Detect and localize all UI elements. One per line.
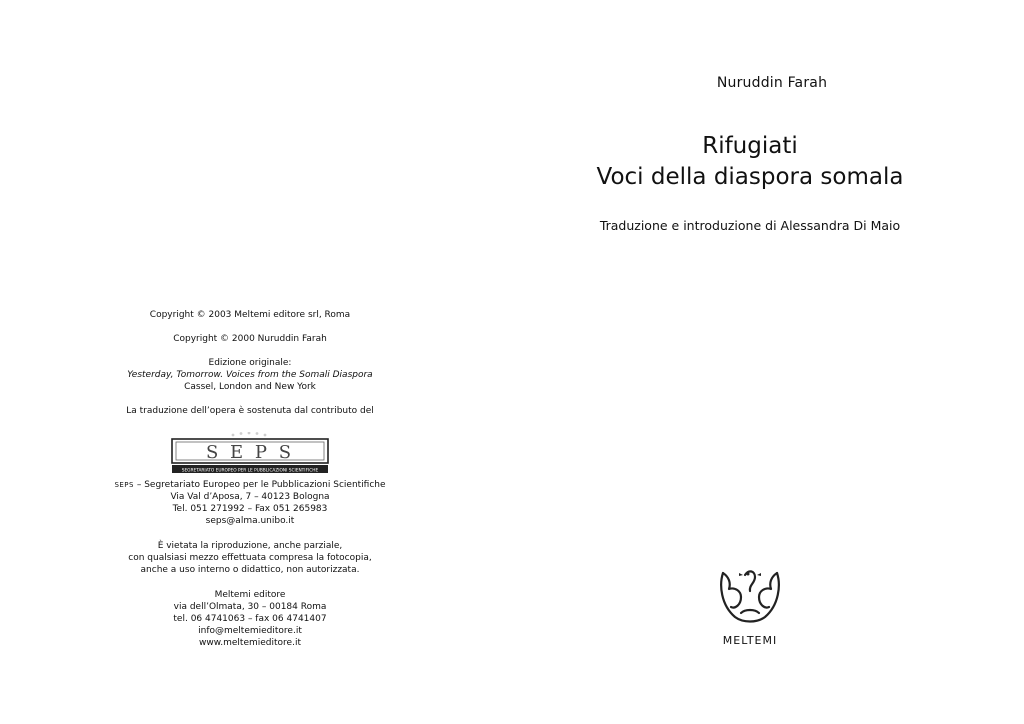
rights-notice: È vietata la riproduzione, anche parziale, con qualsiasi mezzo effettuata compresa la fotocopia, anche a uso interno o didattico, non autorizzata.	[128, 541, 372, 575]
publisher-email[interactable]: info@meltemieditore.it	[198, 626, 302, 636]
author-name: Nuruddin Farah	[716, 75, 828, 91]
seps-logo-letters: S E P S	[205, 442, 295, 463]
sponsor-note: La traduzione dell’opera è sostenuta dal contributo del	[126, 406, 374, 416]
seps-address	[110, 479, 390, 527]
seps-email[interactable]: seps@alma.unibo.it	[205, 516, 295, 526]
meltemi-logo-icon	[715, 565, 785, 629]
publisher-street: via dell’Olmata, 30 – 00184 Roma	[173, 602, 327, 612]
seps-logo	[171, 432, 331, 474]
publisher-name: Meltemi editore	[214, 590, 286, 600]
publisher-info	[120, 589, 380, 649]
right-page	[512, 0, 1024, 724]
original-edition-heading: Edizione originale:	[208, 358, 292, 368]
book-subtitle: Voci della diaspora somala	[596, 164, 904, 190]
copyright-publisher: Copyright © 2003 Meltemi editore srl, Roma	[149, 310, 351, 320]
original-edition	[120, 357, 380, 393]
publisher-website[interactable]: www.meltemieditore.it	[199, 638, 301, 648]
seps-phone: Tel. 051 271992 – Fax 051 265983	[172, 504, 328, 514]
book-title: Rifugiati	[702, 133, 798, 159]
publisher-phone: tel. 06 4741063 – fax 06 4741407	[173, 614, 327, 624]
original-edition-publisher: Cassel, London and New York	[184, 382, 316, 392]
seps-logo-caption: SEGRETARIATO EUROPEO PER LE PUBBLICAZIONI SCIENTIFICHE	[181, 468, 319, 474]
original-edition-title: Yesterday, Tomorrow. Voices from the Somali Diaspora	[127, 370, 373, 380]
publisher-mark: MELTEMI	[722, 634, 778, 647]
translation-credit: Traduzione e introduzione di Alessandra Di Maio	[599, 218, 901, 233]
seps-name: – Segretariato Europeo per le Pubblicazioni Scientifiche	[136, 480, 386, 490]
copyright-author: Copyright © 2000 Nuruddin Farah	[173, 334, 327, 344]
seps-street: Via Val d’Aposa, 7 – 40123 Bologna	[170, 492, 330, 502]
seps-abbrev: SEPS	[114, 481, 134, 489]
